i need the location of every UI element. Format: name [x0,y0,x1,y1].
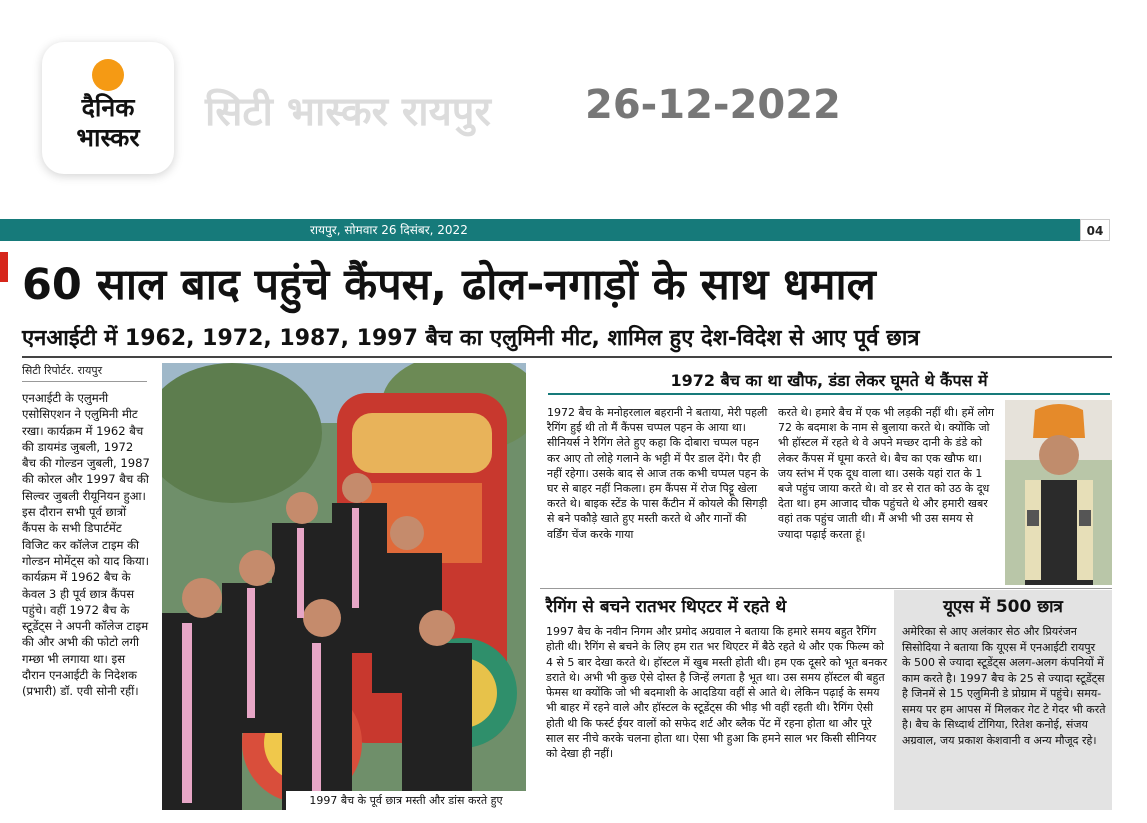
main-headline: 60 साल बाद पहुंचे कैंपस, ढोल-नगाड़ों के साथ धमाल [22,260,876,310]
event-photo [162,363,526,810]
event-photo-illustration [162,363,526,810]
story-1972-column-1: 1972 बैच के मनोहरलाल बहरानी ने बताया, मेरी पहली रैगिंग हुई थी तो मैं कैंपस चप्पल पहन के आया था। सीनियर्स ने रैगिंग लेते हुए कहा कि दोबारा चप्पल पहन कर आए तो लोहे गलाने के भट्टी में पैर डाल देंगे। पैर ही नहीं रहेगा। उसके बाद से आज तक कभी चप्पल पहन के घर से बाहर नहीं निकला। हम कैंपस में रोज पिट्टू खेला करते थे। बाइक स्टेंड के पास कैंटीन में कोयले की सिगड़ी से बने पकौड़े खाते हुए मस्ती करते थे और गानों की वर्डिंग चेंज करके गाया [547,406,769,541]
section-divider [540,588,1112,589]
intro-article-text: एनआईटी के एलुमनी एसोसिएशन ने एलुमिनी मीट रखा। कार्यक्रम में 1962 बैच की डायमंड जुबली, 1972 बैच की गोल्डन जुबली, 1987 की कोरल और 1997 बैच की सिल्वर जुबली रीयूनियन हुआ। इस दौरान सभी पूर्व छात्रों कैंपस के सभी डिपार्टमेंट विजिट कर कॉलेज टाइम की गोल्डन मोमेंट्स को याद किया। कार्यक्रम में 1962 बैच के केवल 3 ही पूर्व छात्र कैंपस पहुंचे। वहीं 1972 बैच के स्टूडेंट्स ने अपनी कॉलेज टाइम की और अभी की फोटो लगी गम्छा भी लगाया था। इस दौरान एनआईटी के निदेशक (प्रभारी) डॉ. एवी सोनी रहीं। [22,391,150,699]
sub-headline: एनआईटी में 1962, 1972, 1987, 1997 बैच का एलुमिनी मीट, शामिल हुए देश-विदेश से आए पूर्व छात्र [22,326,920,351]
logo-text-line2: भास्कर [76,123,140,152]
logo-text-line1: दैनिक [81,93,135,122]
story-us-heading: यूएस में 500 छात्र [943,597,1063,617]
story-ragging-text: 1997 बैच के नवीन निगम और प्रमोद अग्रवाल ने बताया कि हमारे समय बहुत रैगिंग होती थी। रैगिंग से बचने के लिए हम रात भर थिएटर में बैठे रहते थे और एक फिल्म को 4 से 5 बार देखा करते थे। हॉस्टल में खुब मस्ती होती थी। हम एक दूसरे को भूत बनकर डराते थे। अभी भी कुछ ऐसे दोस्त है जिन्हें लगता है भूत था। उस समय हॉस्टल बी बहुत फेमस था क्योंकि जो भी बदमाशी के आदडिया वहीं से आते थे। लेकिन पढ़ाई के समय भी बाहर में रहने वाले और हॉस्टल के स्टूडेंट्स की भीड़ भी वहीं रहती थी। रैगिंग ऐसी होती थी कि फर्स्ट ईयर वालों को सफेद शर्ट और ब्लैक पेंट में रहना होता था और पूरे साल सर नीचे करके चलना होता था। ऐसा भी हुआ कि हमने साल भर किसी सीनियर को देखा ही नहीं। [546,625,888,761]
story-us-text: अमेरिका से आए अलंकार सेठ और प्रियरंजन सिसोदिया ने बताया कि यूएस में एनआईटी रायपुर के 500 से ज्यादा स्टूडेंट्स अलग-अलग कंपनियों में काम करते है। 1997 बैच के 25 से ज्यादा स्टूडेंट्स है जिनमें से 15 एलुमिनी डे प्रोग्राम में पहुंचे। समय-समय पर हम आपस में मिलकर गेट टे गेदर भी करते है। बैच के सिध्दार्थ टोंगिया, रितेश कनोई, संजय अग्रवाल, जय प्रकाश केशवानी व अन्य मौजूद रहे। [902,625,1106,747]
alumnus-portrait-illustration [1005,400,1112,585]
alumnus-portrait [1005,400,1112,585]
page-strip [0,219,1080,241]
edition-date: 26-12-2022 [585,82,841,128]
strip-dateline: रायपुर, सोमवार 26 दिसंबर, 2022 [310,223,468,237]
red-accent-bar [0,252,8,282]
headline-divider [22,356,1112,358]
sun-icon [92,59,124,91]
page-number: 04 [1080,219,1110,241]
byline: सिटी रिपोर्टर. रायपुर [22,364,103,377]
photo-caption: 1997 बैच के पूर्व छात्र मस्ती और डांस करते हुए [286,791,526,810]
story-1972-column-2: करते थे। हमारे बैच में एक भी लड़की नहीं थी। हमें लोग 72 के बदमाश के नाम से बुलाया करते थे। क्योंकि जो भी हॉस्टल में रहते थे वे अपने मच्छर दानी के डंडे को लेकर कैंपस में घूमा करते थे। बैच का एक खौफ था। जय स्तंभ में एक दूध वाला था। उसके यहां रात के 1 बजे पहुंच जाया करते थे। वो डर से रात को उठ के दूध देता था। हम आजाद चौक पहुंचते थे और हमारी खबर वहां तक पहुंच जाती थी। मैं अभी भी उस समय से ज्यादा पढ़ाई करता हूं। [778,406,995,541]
story-ragging-heading: रैगिंग से बचने रातभर थिएटर में रहते थे [546,597,787,617]
edition-title: सिटी भास्कर रायपुर [205,89,491,135]
dainik-bhaskar-logo [42,42,174,174]
story-1972-heading: 1972 बैच का था खौफ, डंडा लेकर घूमते थे कैंपस में [548,369,1110,395]
byline-divider [22,381,147,382]
